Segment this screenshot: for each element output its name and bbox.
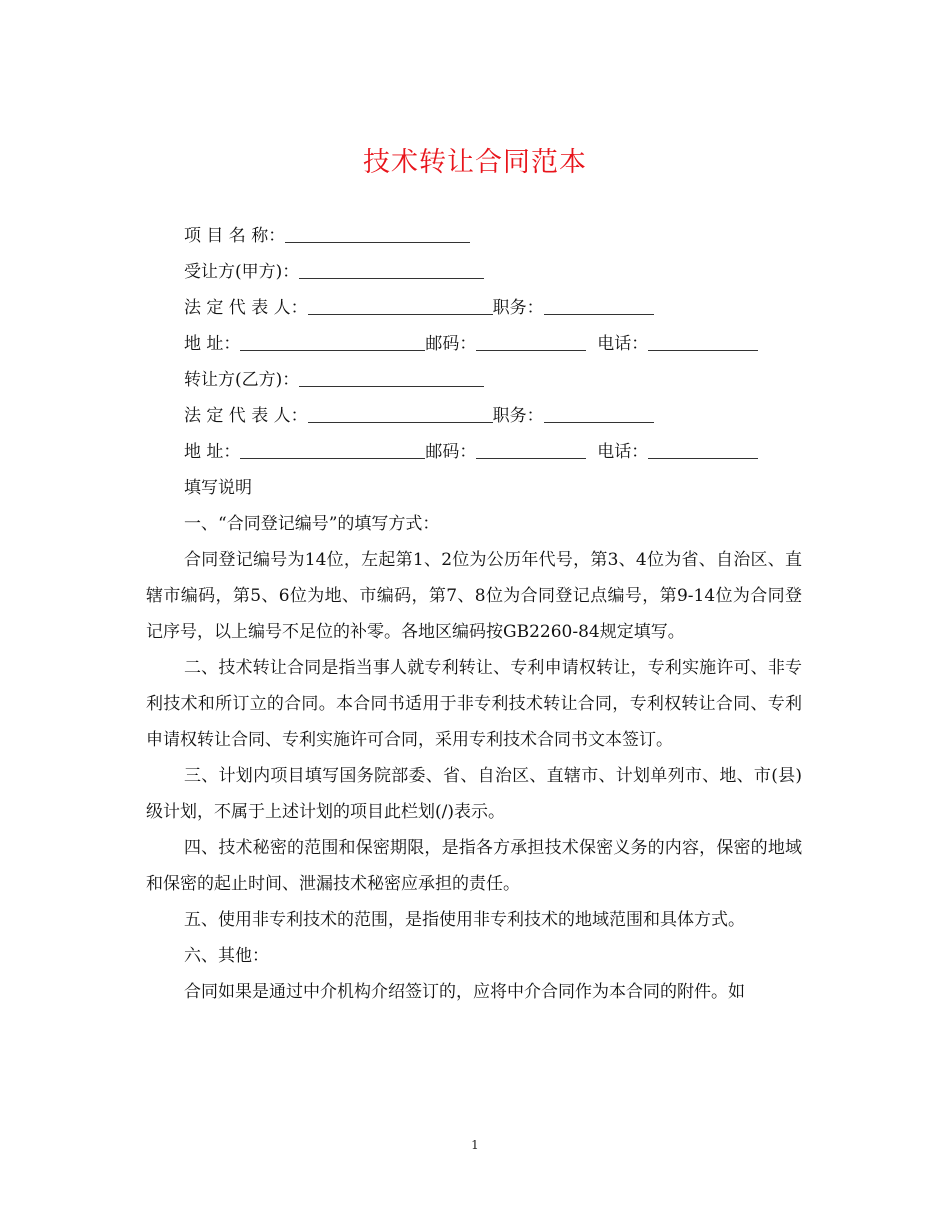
assignee-position-field[interactable] (544, 296, 654, 315)
assignor-address-field[interactable] (240, 440, 425, 459)
page-title: 技术转让合同范本 (363, 147, 587, 178)
phone-label: 电话： (597, 442, 649, 462)
instructions-heading: 填写说明 (184, 478, 252, 498)
assignee-address-field[interactable] (240, 332, 425, 351)
address-label: 地 址： (184, 334, 241, 354)
project-name-label: 项 目 名 称： (184, 226, 286, 246)
assignee-phone-field[interactable] (648, 332, 758, 351)
instruction-6-text: 合同如果是通过中介机构介绍签订的，应将中介合同作为本合同的附件。如 (184, 982, 745, 1002)
assignee-postcode-field[interactable] (476, 332, 586, 351)
postcode-label: 邮码： (425, 442, 477, 462)
project-name-row (146, 218, 802, 254)
assignee-label: 受让方(甲方)： (184, 262, 300, 282)
page-number: 1 (471, 1138, 479, 1152)
assignee-legal-rep-field[interactable] (308, 296, 493, 315)
assignee-address-row (146, 326, 802, 362)
legal-rep-label: 法 定 代 表 人： (184, 406, 308, 426)
assignee-legal-rep-row (146, 290, 802, 326)
assignor-address-row (146, 434, 802, 470)
assignor-position-field[interactable] (544, 404, 654, 423)
document-body (146, 218, 802, 1010)
assignor-legal-rep-field[interactable] (308, 404, 493, 423)
address-label: 地 址： (184, 442, 241, 462)
assignor-phone-field[interactable] (648, 440, 758, 459)
instruction-1-text: 合同登记编号为14位，左起第1、2位为公历年代号，第3、4位为省、自治区、直辖市编码，第5、6位为地、市编码，第7、8位为合同登记点编号，第9-14位为合同登记序号，以上编号不足位的补零。各地区编码按GB2260-84规定填写。 (146, 550, 802, 642)
instruction-4: 四、技术秘密的范围和保密期限，是指各方承担技术保密义务的内容，保密的地域和保密的起止时间、泄漏技术秘密应承担的责任。 (146, 838, 802, 894)
project-name-field[interactable] (285, 224, 470, 243)
assignor-legal-rep-row (146, 398, 802, 434)
instruction-5: 五、使用非专利技术的范围，是指使用非专利技术的地域范围和具体方式。 (184, 910, 745, 930)
assignee-field[interactable] (299, 260, 484, 279)
position-label: 职务： (492, 298, 544, 318)
position-label: 职务： (492, 406, 544, 426)
assignor-row (146, 362, 802, 398)
instruction-6-heading: 六、其他： (184, 946, 269, 966)
instruction-3: 三、计划内项目填写国务院部委、省、自治区、直辖市、计划单列市、地、市(县)级计划，不属于上述计划的项目此栏划(/)表示。 (146, 766, 802, 822)
assignor-postcode-field[interactable] (476, 440, 586, 459)
assignee-row (146, 254, 802, 290)
phone-label: 电话： (597, 334, 649, 354)
postcode-label: 邮码： (425, 334, 477, 354)
instruction-1-heading: 一、“合同登记编号”的填写方式： (184, 514, 440, 534)
legal-rep-label: 法 定 代 表 人： (184, 298, 308, 318)
instruction-2: 二、技术转让合同是指当事人就专利转让、专利申请权转让，专利实施许可、非专利技术和所订立的合同。本合同书适用于非专利技术转让合同，专利权转让合同、专利申请权转让合同、专利实施许可合同，采用专利技术合同书文本签订。 (146, 658, 802, 750)
assignor-field[interactable] (299, 368, 484, 387)
assignor-label: 转让方(乙方)： (184, 370, 300, 390)
